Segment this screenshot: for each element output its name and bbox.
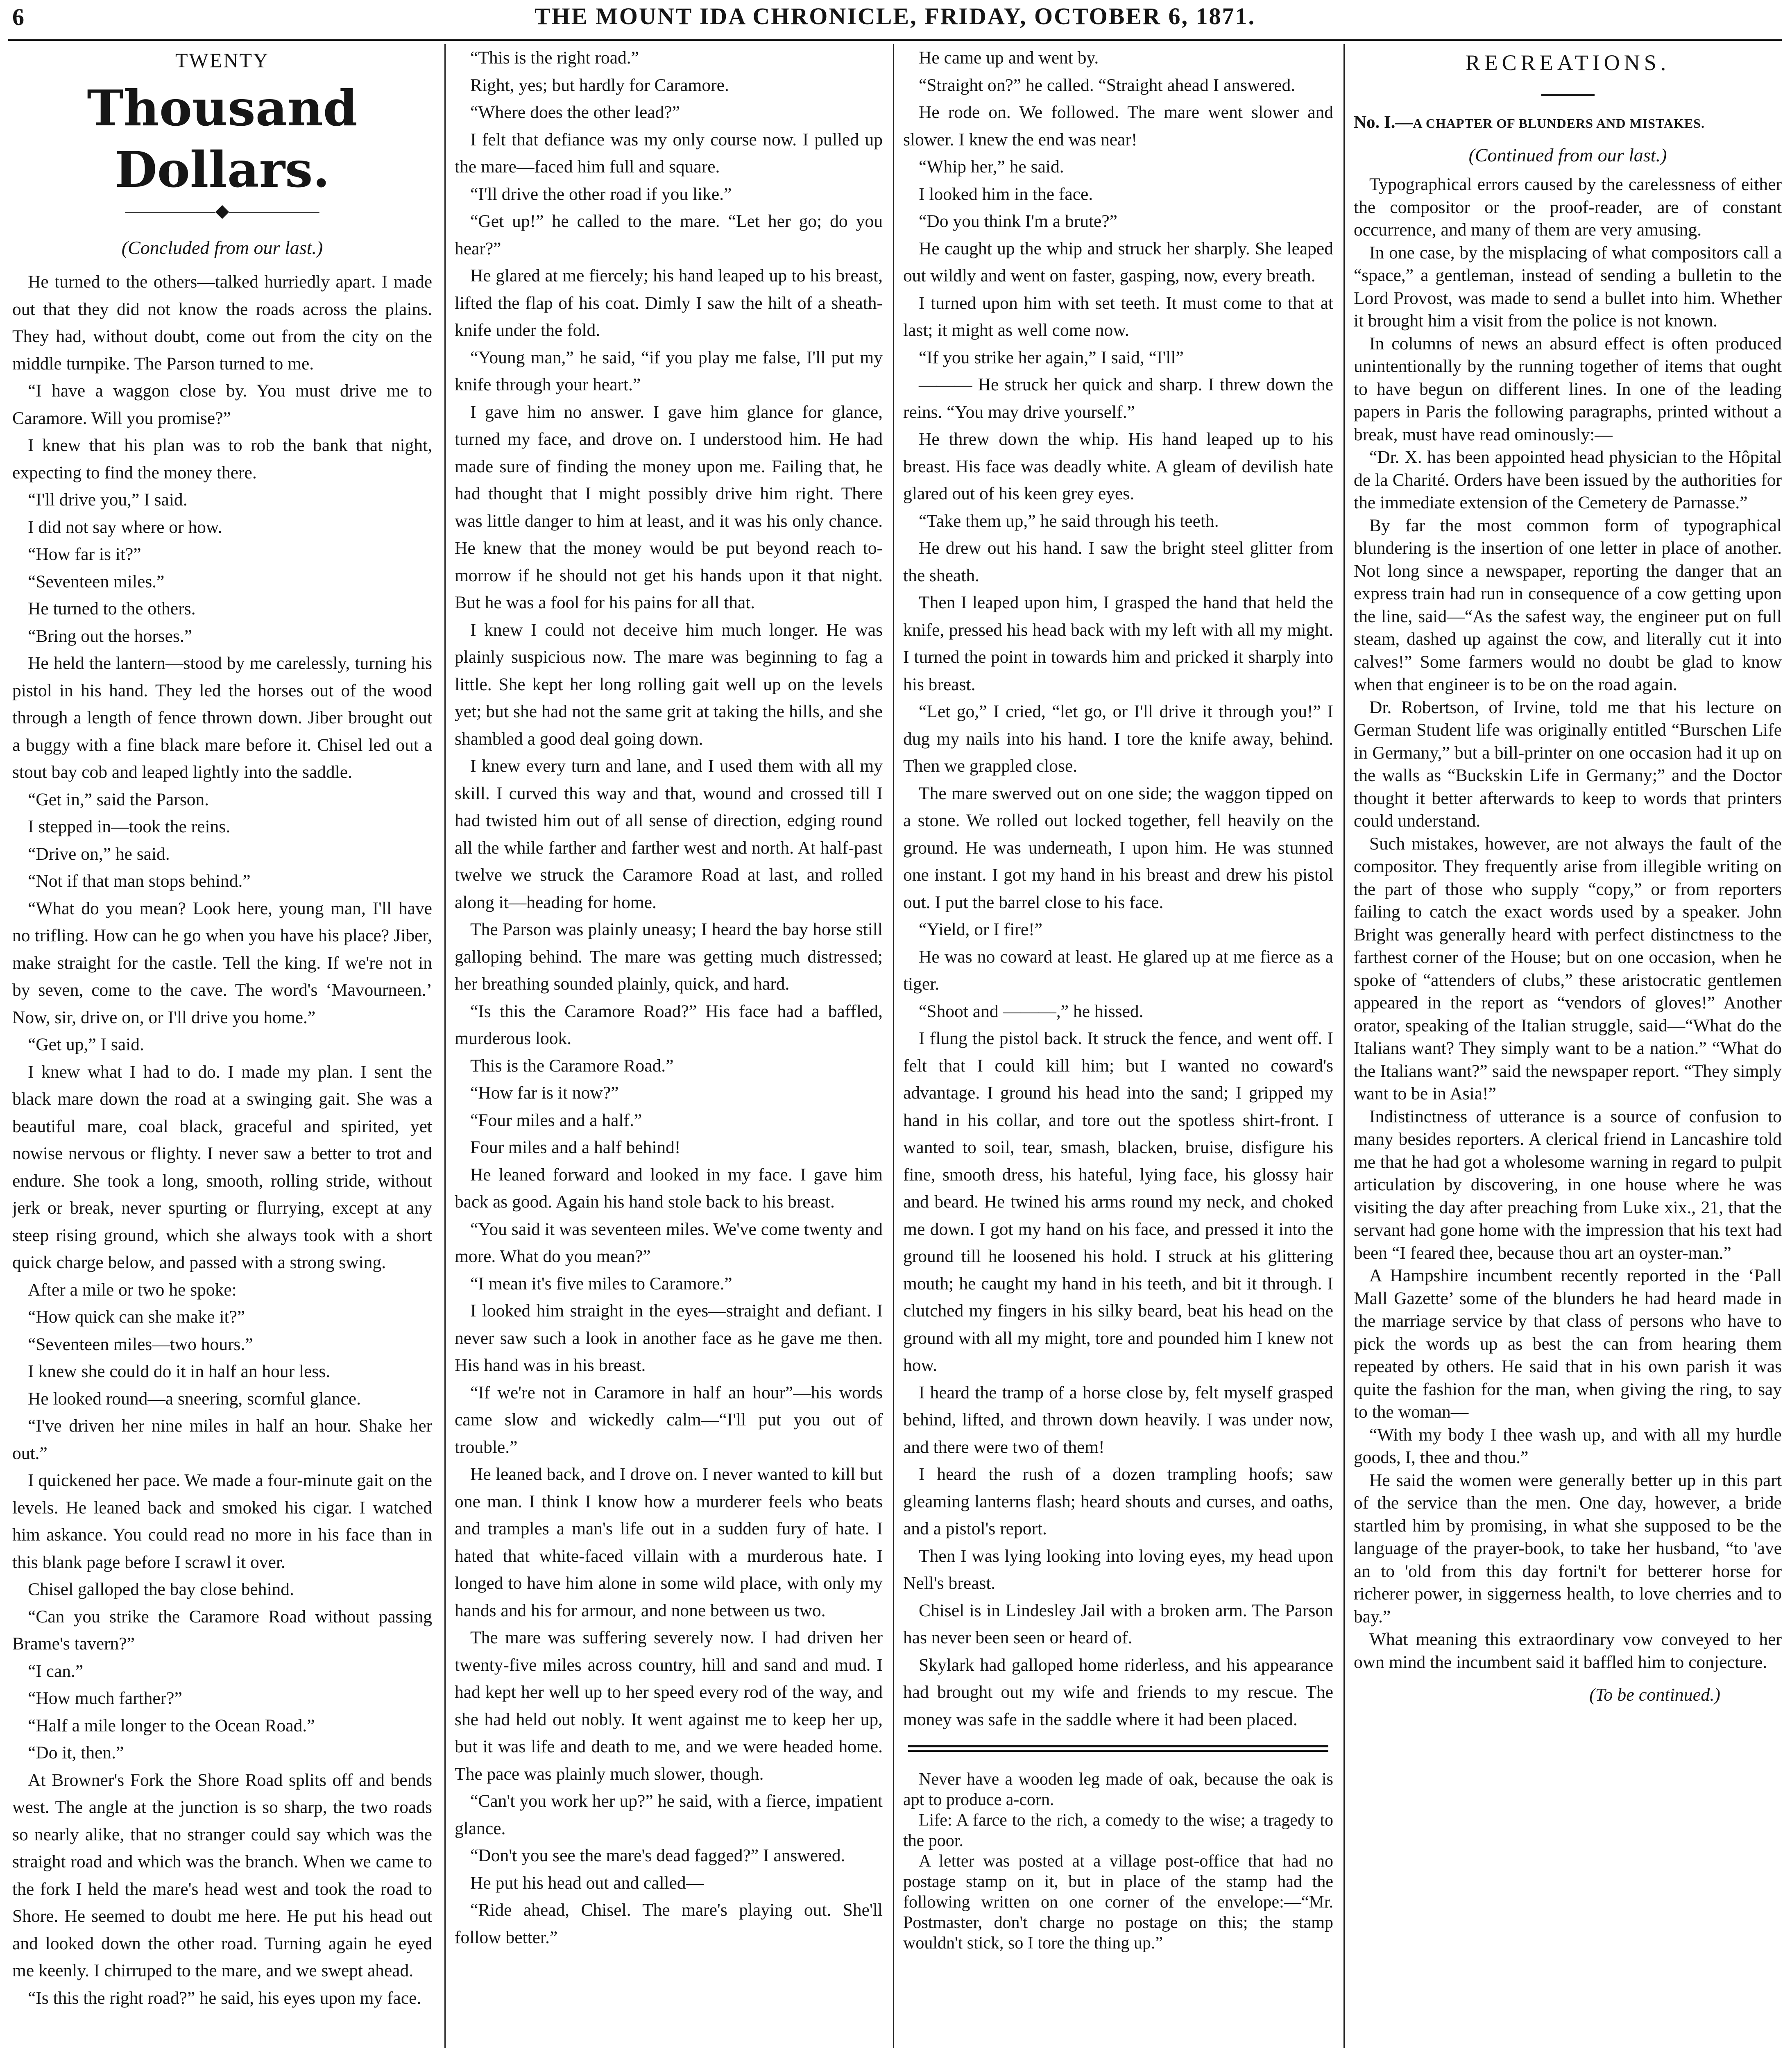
paragraph: I knew I could not deceive him much longer. He was plainly suspicious now. The mare was beginning to fag a little. She kept her long rolling gait well up on the levels yet; but she had not the same grit at taking the hills, and she shambled a good deal going down. xyxy=(455,620,883,749)
paragraph: After a mile or two he spoke: xyxy=(28,1280,237,1300)
to-be-continued: (To be continued.) xyxy=(1589,1685,1720,1705)
paragraph: In one case, by the misplacing of what compositors call a “space,” a gentleman, instead of sending a bulletin to the Lord Provost, was made to send a bullet into him. Whether it brought him a visit from the police is not known. xyxy=(1354,242,1782,331)
paragraph: He held the lantern—stood by me carelessly, turning his pistol in his hand. They led the horses out of the wood through a length of fence thrown down. Jiber brought out a buggy with a fine black mare before it. Chisel led out a stout bay cob and leaped lightly into the saddle. xyxy=(12,653,432,782)
column-1-text xyxy=(12,268,432,2012)
paragraph: “Drive on,” he said. xyxy=(28,844,170,864)
paragraph: “Dr. X. has been appointed head physician to the Hôpital de la Charité. Orders have been issued by the authorities for the immediate extension of the Cemetery de Parnasse.” xyxy=(1354,447,1782,512)
recreations-heading: RECREATIONS. xyxy=(1465,50,1670,75)
chapter-heading xyxy=(1354,112,1782,134)
paragraph: “Can't you work her up?” he said, with a fierce, impatient glance. xyxy=(455,1791,883,1838)
paragraph: He turned to the others. xyxy=(28,599,196,618)
paragraph: “I'll drive the other road if you like.” xyxy=(470,184,732,204)
paragraph: I knew she could do it in half an hour less. xyxy=(28,1362,331,1381)
column-2-text xyxy=(455,44,883,1951)
paragraph: “Yield, or I fire!” xyxy=(919,920,1042,939)
paragraph: Chisel galloped the bay close behind. xyxy=(28,1579,294,1599)
paragraph: I gave him no answer. I gave him glance for glance, turned my face, and drove on. I understood him. He had made sure of finding the money upon me. Failing that, he had thought that I might possibly drive him right. There was little danger to him at least, and it was his only chance. He knew that the money would be put beyond reach to-morrow if he should not get his hands upon it that night. But he was a fool for his pains for all that. xyxy=(455,402,883,612)
paragraph: “Ride ahead, Chisel. The mare's playing out. She'll follow better.” xyxy=(455,1900,883,1947)
paragraph: A letter was posted at a village post-office that had no postage stamp on it, but in place of the stamp had the following written on one corner of the envelope:—“Mr. Postmaster, don't charge no postage on this; the stamp wouldn't stick, so I tore the thing up.” xyxy=(903,1852,1333,1953)
column-3-text xyxy=(903,44,1333,1733)
masthead-rule xyxy=(8,39,1782,41)
paragraph: “Do you think I'm a brute?” xyxy=(919,211,1117,231)
paragraph: He leaned back, and I drove on. I never wanted to kill but one man. I think I know how a murderer feels who beats and tramples a man's life out in a sudden fury of hate. I hated that white-faced villain with a murderous hate. I longed to have him alone in some wild place, with only my hands and his for armour, and none between us two. xyxy=(455,1464,883,1620)
paragraph: I felt that defiance was my only course now. I pulled up the mare—faced him full and square. xyxy=(455,129,883,177)
paragraph: I stepped in—took the reins. xyxy=(28,817,231,836)
paragraph: “Can you strike the Caramore Road without passing Brame's tavern?” xyxy=(12,1606,432,1654)
continued-note: (Continued from our last.) xyxy=(1468,145,1667,165)
column-1 xyxy=(12,44,432,2048)
paragraph: “Get up!” he called to the mare. “Let her go; do you hear?” xyxy=(455,211,883,258)
paragraph: A Hampshire incumbent recently reported in the ‘Pall Mall Gazette’ some of the blunders he had heard made in the marriage service by that class of persons who have to pick the words up as best the can from hearing them repeated by others. He said that in his own parish it was quite the fashion for the man, when giving the ring, to say to the woman— xyxy=(1354,1266,1782,1422)
column-2 xyxy=(455,44,883,2048)
paragraph: “Seventeen miles—two hours.” xyxy=(28,1334,253,1354)
paragraph: The Parson was plainly uneasy; I heard the bay horse still galloping behind. The mare was getting much distressed; her breathing sounded plainly, quick, and hard. xyxy=(455,920,883,994)
double-rule xyxy=(903,1745,1333,1754)
paragraph: Then I leaped upon him, I grasped the hand that held the knife, pressed his head back with my left with all my might. I turned the point in towards him and pricked it sharply into his breast. xyxy=(903,593,1333,694)
paragraph: “I've driven her nine miles in half an hour. Shake her out.” xyxy=(12,1416,432,1463)
paragraph: “If we're not in Caramore in half an hour”—his words came slow and wickedly calm—“I'll put you out of trouble.” xyxy=(455,1382,883,1457)
concluded-note: (Concluded from our last.) xyxy=(121,237,323,258)
paragraph: Never have a wooden leg made of oak, because the oak is apt to produce a-corn. xyxy=(903,1770,1333,1809)
recreations-text xyxy=(1354,173,1782,1674)
paragraph: Then I was lying looking into loving eyes, my head upon Nell's breast. xyxy=(903,1546,1333,1593)
paragraph: He rode on. We followed. The mare went slower and slower. I knew the end was near! xyxy=(903,102,1333,150)
paragraph: Such mistakes, however, are not always the fault of the compositor. They frequently arise from illegible writing on the part of those who supply “copy,” or from reporters failing to catch the exact words used by a speaker. John Bright was generally heard with perfect distinctness to the farthest corner of the House; but on one occasion, when he spoke of “attenders of clubs,” these aristocratic gentlemen appeared in the report as “vendors of gloves!” Another orator, speaking of the Italian struggle, said—“What do the Italians want? They simply want to be a nation.” “What do the Italians want?” said the newspaper report. “They simply want to be in Asia!” xyxy=(1354,834,1782,1103)
paragraph: “Get up,” I said. xyxy=(28,1035,144,1054)
paragraph: “Shoot and ———,” he hissed. xyxy=(919,1001,1144,1021)
paragraph: The mare was suffering severely now. I had driven her twenty-five miles across country, hill and sand and mud. I had kept her well up to her speed every rod of the way, and she had held out nobly. It went against me to keep her up, but it was life and death to me, and we were headed home. The pace was plainly much slower, though. xyxy=(455,1628,883,1784)
paragraph: “How much farther?” xyxy=(28,1688,182,1708)
paragraph: Dr. Robertson, of Irvine, told me that his lecture on German Student life was originally entitled “Burschen Life in Germany,” but a bill-printer on one occasion had it up on the walls as “Buckskin Life in Germany;” and the Doctor thought it better afterwards to keep to words that printers could understand. xyxy=(1354,697,1782,831)
heading-rule xyxy=(1541,94,1595,96)
story-kicker: TWENTY xyxy=(175,49,270,72)
paragraph: “Young man,” he said, “if you play me false, I'll put my knife through your heart.” xyxy=(455,347,883,394)
paragraph: He looked round—a sneering, scornful glance. xyxy=(28,1389,361,1409)
paragraph: “I can.” xyxy=(28,1661,84,1681)
paragraph: “Where does the other lead?” xyxy=(470,102,680,122)
paragraph: He glared at me fiercely; his hand leaped up to his breast, lifted the flap of his coat. Dimly I saw the hilt of a sheath-knife under the fold. xyxy=(455,266,883,340)
paragraph: He caught up the whip and struck her sharply. She leaped out wildly and went on faster, gasping, now, every breath. xyxy=(903,238,1333,285)
paragraph: He was no coward at least. He glared up at me fierce as a tiger. xyxy=(903,947,1333,994)
chapter-title: A CHAPTER OF BLUNDERS AND MISTAKES. xyxy=(1413,116,1705,131)
paragraph: “How far is it now?” xyxy=(470,1083,619,1103)
paragraph: He put his head out and called— xyxy=(470,1873,704,1893)
paragraph: “Don't you see the mare's dead fagged?” I answered. xyxy=(470,1846,845,1865)
masthead xyxy=(8,0,1782,38)
paragraph: He came up and went by. xyxy=(919,48,1099,68)
paragraph: “If you strike her again,” I said, “I'll” xyxy=(919,347,1184,367)
paragraph: He threw down the whip. His hand leaped up to his breast. His face was deadly white. A gleam of devilish hate glared out of his keen grey eyes. xyxy=(903,429,1333,503)
paragraph: I quickened her pace. We made a four-minute gait on the levels. He leaned back and smoked his cigar. I watched him askance. You could read no more in his face than in this blank page before I scrawl it over. xyxy=(12,1470,432,1572)
paragraph: “Half a mile longer to the Ocean Road.” xyxy=(28,1715,315,1735)
paragraph: “Let go,” I cried, “let go, or I'll drive it through you!” I dug my nails into his hand. I tore the knife away, behind. Then we grappled close. xyxy=(903,702,1333,776)
paragraph: “I mean it's five miles to Caramore.” xyxy=(470,1273,732,1294)
chapter-number: No. I.— xyxy=(1354,113,1413,132)
paragraph: Right, yes; but hardly for Caramore. xyxy=(470,75,729,95)
paragraph: “Straight on?” he called. “Straight ahead I answered. xyxy=(919,75,1296,95)
paragraph: I did not say where or how. xyxy=(28,517,222,537)
paragraph: “You said it was seventeen miles. We've come twenty and more. What do you mean?” xyxy=(455,1219,883,1266)
paragraph: “What do you mean? Look here, young man, I'll have no trifling. How can he go when you have his place? Jiber, make straight for the castle. Tell the king. If we're not in by seven, come to the cave. The word's ‘Mavourneen.’ Now, sir, drive on, or I'll drive you home.” xyxy=(12,898,432,1027)
paragraph: Skylark had galloped home riderless, and his appearance had brought out my wife and friends to my rescue. The money was safe in the saddle where it had been placed. xyxy=(903,1655,1333,1729)
paragraph: In columns of news an absurd effect is often produced unintentionally by the running together of items that ought to have begun on different lines. In one of the leading papers in Paris the following paragraphs, printed without a break, must have read ominously:— xyxy=(1354,333,1782,444)
paragraph: I looked him straight in the eyes—straight and defiant. I never saw such a look in another face as he gave me then. His hand was in his breast. xyxy=(455,1301,883,1375)
paragraph: “I have a waggon close by. You must drive me to Caramore. Will you promise?” xyxy=(12,381,432,428)
paragraph: “This is the right road.” xyxy=(470,48,639,68)
paragraph: Chisel is in Lindesley Jail with a broken arm. The Parson has never been seen or heard of. xyxy=(903,1600,1333,1647)
paragraph: He turned to the others—talked hurriedly apart. I made out that they did not know the roads across the plains. They had, without doubt, come out from the city on the middle turnpike. The Parson turned to me. xyxy=(12,272,432,374)
column-4 xyxy=(1354,44,1782,2048)
paragraph: I knew every turn and lane, and I used them with all my skill. I curved this way and that, wound and crossed till I had twisted him out of all sense of direction, edging round all the while farther and farther west and north. At half-past twelve we struck the Caramore Road at last, and rolled along it—heading for home. xyxy=(455,756,883,912)
paragraph: ——— He struck her quick and sharp. I threw down the reins. “You may drive yourself.” xyxy=(903,375,1333,422)
column-divider xyxy=(893,44,894,2048)
paragraph: “Get in,” said the Parson. xyxy=(28,789,209,809)
paragraph: “I'll drive you,” I said. xyxy=(28,490,188,510)
paragraph: “Is this the right road?” he said, his eyes upon my face. xyxy=(28,1988,421,2008)
column-3-fillers xyxy=(903,1769,1333,1953)
paragraph: I knew what I had to do. I made my plan. I sent the black mare down the road at a swinging gait. She was a beautiful mare, coal black, graceful and spirited, yet nowise nervous or flighty. I never saw a better to trot and endure. She took a long, smooth, rolling stride, without jerk or break, never spurting or flurrying, except at any steep rising ground, which she always took with a short quick charge below, and passed with a strong swing. xyxy=(12,1062,432,1272)
paragraph: “Whip her,” he said. xyxy=(919,157,1064,177)
column-divider xyxy=(444,44,446,2048)
paragraph: “Not if that man stops behind.” xyxy=(28,871,251,891)
paragraph: What meaning this extraordinary vow conveyed to her own mind the incumbent said it baffled him to conjecture. xyxy=(1354,1629,1782,1672)
title-ornament: —————◆————— xyxy=(125,201,319,221)
paragraph: “Do it, then.” xyxy=(28,1743,124,1763)
paragraph: This is the Caramore Road.” xyxy=(470,1056,674,1076)
paragraph: Life: A farce to the rich, a comedy to the wise; a tragedy to the poor. xyxy=(903,1811,1333,1850)
paragraph: “Is this the Caramore Road?” His face had a baffled, murderous look. xyxy=(455,1001,883,1048)
column-divider xyxy=(1343,44,1345,2048)
paragraph: “How far is it?” xyxy=(28,544,141,564)
paragraph: “Four miles and a half.” xyxy=(470,1110,642,1130)
paragraph: By far the most common form of typographical blundering is the insertion of one letter in place of another. Not long since a newspaper, reporting the danger that an express train had run in consequence of a cow getting upon the line, said—“As the safest way, the engineer put on full steam, dashed up against the cow, and literally cut it into calves!” Some farmers would no doubt be glad to know when that engineer is to be on the road again. xyxy=(1354,515,1782,694)
page-number: 6 xyxy=(12,4,24,30)
paragraph: I turned upon him with set teeth. It must come to that at last; it might as well come now. xyxy=(903,293,1333,340)
paragraph: I flung the pistol back. It struck the fence, and went off. I felt that I could kill him; but I wanted no coward's advantage. I ground his head into the sand; I gripped my hand in his collar, and tore out the spotless shirt-front. I wanted to soil, tear, smash, blacken, bruise, disfigure his fine, smooth dress, his hateful, lying face, his glossy hair and beard. He twined his arms round my neck, and choked me down. I got my hand on his face, and pressed it into the ground till he loosened his hold. I struck at his glittering mouth; he caught my hand in his teeth, and bit it through. I clutched my fingers in his silky beard, beat his head on the ground with all my might, tore and pounded him I knew not how. xyxy=(903,1029,1333,1375)
paragraph: “Seventeen miles.” xyxy=(28,571,165,591)
paragraph: He leaned forward and looked in my face. I gave him back as good. Again his hand stole back to his breast. xyxy=(455,1164,883,1212)
column-3 xyxy=(903,44,1333,2048)
paragraph: “With my body I thee wash up, and with all my hurdle goods, I, thee and thou.” xyxy=(1354,1425,1782,1467)
paragraph: I heard the tramp of a horse close by, felt myself grasped behind, lifted, and thrown down heavily. I was under now, and there were two of them! xyxy=(903,1382,1333,1457)
paragraph: “How quick can she make it?” xyxy=(28,1307,245,1327)
paragraph: The mare swerved out on one side; the waggon tipped on a stone. We rolled out locked together, fell heavily on the ground. He was underneath, I upon him. He was stunned one instant. I got my hand in his breast and drew his pistol out. I put the barrel close to his face. xyxy=(903,783,1333,912)
paragraph: At Browner's Fork the Shore Road splits off and bends west. The angle at the junction is so sharp, the two roads so nearly alike, that no stranger could say which was the straight road and which was the branch. When we came to the fork I held the mare's head west and took the road to Shore. He seemed to doubt me here. He put his head out and looked down the other road. Turning again he eyed me keenly. I chirruped to the mare, and we swept ahead. xyxy=(12,1770,432,1980)
paragraph: Typographical errors caused by the carelessness of either the compositor or the proof-reader, are of constant occurrence, and many of them are very amusing. xyxy=(1354,174,1782,240)
paragraph: I looked him in the face. xyxy=(919,184,1093,204)
masthead-title: THE MOUNT IDA CHRONICLE, FRIDAY, OCTOBER 6, 1871. xyxy=(534,3,1255,29)
paragraph: He said the women were generally better up in this part of the service than the men. One day, however, a bride startled him by promising, in what she supposed to be the language of the prayer-book, to take her husband, “to 'ave an to 'old from this day fortni't for betterer horse for richerer power, in siggerness health, to love cherries and to bay.” xyxy=(1354,1470,1782,1627)
paragraph: “Take them up,” he said through his teeth. xyxy=(919,511,1219,531)
paragraph: “Bring out the horses.” xyxy=(28,626,193,646)
paragraph: I knew that his plan was to rob the bank that night, expecting to find the money there. xyxy=(12,435,432,483)
paragraph: I heard the rush of a dozen trampling hoofs; saw gleaming lanterns flash; heard shouts and curses, and oaths, and a pistol's report. xyxy=(903,1464,1333,1538)
story-title: Thousand Dollars. xyxy=(87,79,358,199)
paragraph: Four miles and a half behind! xyxy=(470,1137,681,1157)
paragraph: Indistinctness of utterance is a source of confusion to many besides reporters. A clerical friend in Lancashire told me that he had got a wholesome warning in regard to pulpit articulation by discovering, in one house where he was visiting the day after preaching from Luke xix., 21, that the servant had gone home with the impression that his text had been “I feared thee, because thou art an oyster-man.” xyxy=(1354,1106,1782,1263)
paragraph: He drew out his hand. I saw the bright steel glitter from the sheath. xyxy=(903,538,1333,585)
